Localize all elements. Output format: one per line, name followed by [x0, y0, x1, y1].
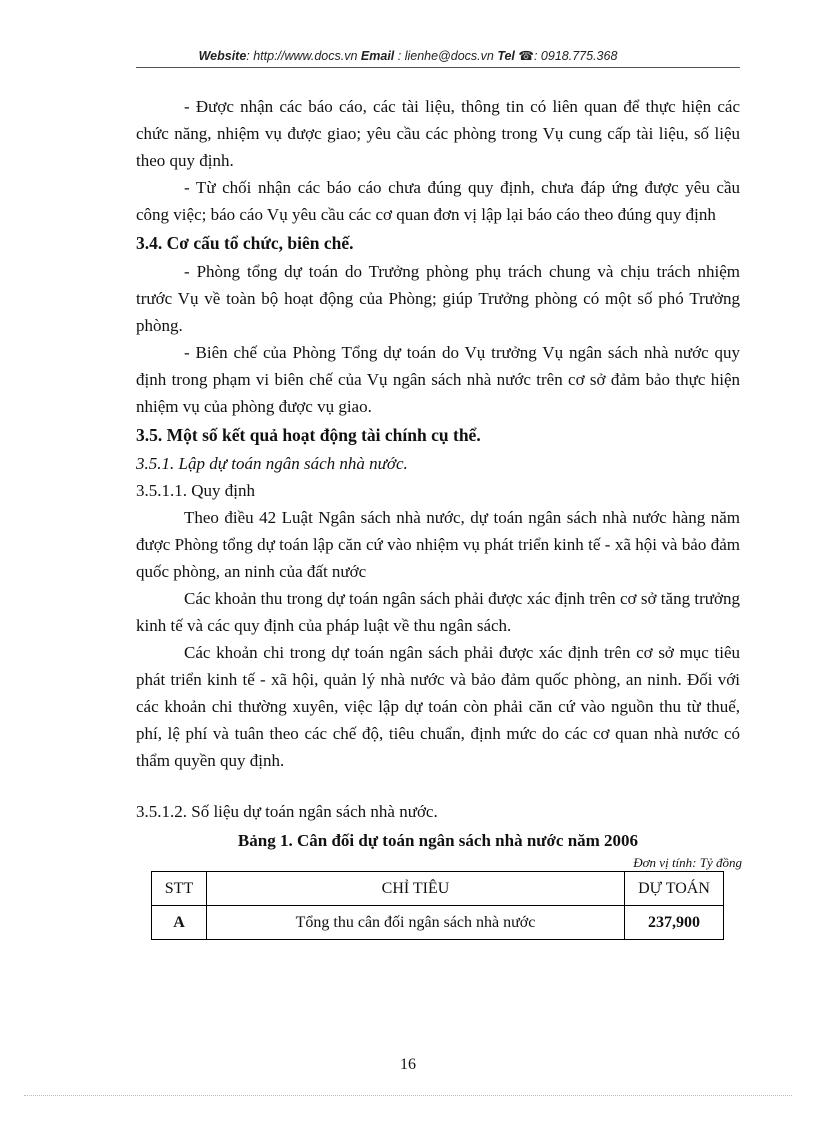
cell-indicator: Tổng thu cân đối ngân sách nhà nước — [207, 906, 625, 940]
tel-label: Tel — [497, 49, 515, 63]
email-label: Email — [360, 49, 395, 63]
subsection-heading-3-5-1-2: 3.5.1.2. Số liệu dự toán ngân sách nhà nước. — [136, 802, 438, 821]
header-divider — [136, 67, 740, 68]
subsection-heading-3-5-1: 3.5.1. Lập dự toán ngân sách nhà nước. — [136, 454, 408, 473]
section-heading-3-5: 3.5. Một số kết quả hoạt động tài chính cụ thể. — [136, 425, 481, 445]
page-number: 16 — [400, 1056, 416, 1073]
table-row — [152, 906, 724, 940]
phone-icon: ☎ — [518, 49, 534, 63]
section-heading-3-4: 3.4. Cơ cấu tổ chức, biên chế. — [136, 233, 354, 253]
paragraph-refuse: - Từ chối nhận các báo cáo chưa đúng quy định, chưa đáp ứng được yêu cầu công việc; báo cáo Vụ yêu cầu các cơ quan đơn vị lập lại báo cáo theo đúng quy định — [136, 178, 740, 224]
table-unit: Đơn vị tính: Tỷ đồng — [633, 855, 742, 870]
paragraph-rights: - Được nhận các báo cáo, các tài liệu, thông tin có liên quan để thực hiện các chức năng, nhiệm vụ được giao; yêu cầu các phòng trong Vụ cung cấp tài liệu, số liệu theo quy định. — [136, 97, 740, 170]
paragraph-expenditure: Các khoản chi trong dự toán ngân sách phải được xác định trên cơ sở mục tiêu phát triển kinh tế - xã hội, quản lý nhà nước và bảo đảm quốc phòng, an ninh. Đối với các khoản chi thường xuyên, việc lập dự toán còn phải căn cứ vào nguồn thu từ thuế, phí, lệ phí và tuân theo các chế độ, tiêu chuẩn, định mức do các cơ quan nhà nước có thẩm quyền quy định. — [136, 643, 740, 770]
tel-value: : 0918.775.368 — [533, 49, 618, 63]
document-body — [136, 93, 740, 940]
footer-divider — [24, 1095, 792, 1096]
paragraph-structure: - Phòng tổng dự toán do Trưởng phòng phụ trách chung và chịu trách nhiệm trước Vụ về toàn bộ hoạt động của Phòng; giúp Trưởng phòng có một số phó Trưởng phòng. — [136, 262, 740, 335]
paragraph-staffing: - Biên chế của Phòng Tổng dự toán do Vụ trưởng Vụ ngân sách nhà nước quy định trong phạm vi biên chế của Vụ ngân sách nhà nước trên cơ sở đảm bảo thực hiện nhiệm vụ của phòng được vụ giao. — [136, 343, 740, 416]
cell-stt: A — [152, 906, 207, 940]
budget-table — [151, 871, 724, 940]
website-label: Website — [198, 49, 247, 63]
header-estimate: DỰ TOÁN — [625, 872, 724, 906]
email-value: : lienhe@docs.vn — [394, 49, 498, 63]
paragraph-revenue: Các khoản thu trong dự toán ngân sách phải được xác định trên cơ sở tăng trưởng kinh tế và các quy định của pháp luật về thu ngân sách. — [136, 589, 740, 635]
table-header-row — [152, 872, 724, 906]
table-title: Bảng 1. Cân đối dự toán ngân sách nhà nước năm 2006 — [237, 831, 639, 850]
paragraph-article-42: Theo điều 42 Luật Ngân sách nhà nước, dự toán ngân sách nhà nước hàng năm được Phòng tổng dự toán lập căn cứ vào nhiệm vụ phát triển kinh tế - xã hội và bảo đảm quốc phòng, an ninh của đất nước — [136, 508, 740, 581]
page-header — [0, 48, 816, 63]
header-stt: STT — [152, 872, 207, 906]
cell-estimate: 237,900 — [625, 906, 724, 940]
header-indicator: CHỈ TIÊU — [207, 872, 625, 906]
website-value: : http://www.docs.vn — [246, 49, 361, 63]
subsection-heading-3-5-1-1: 3.5.1.1. Quy định — [136, 481, 255, 500]
